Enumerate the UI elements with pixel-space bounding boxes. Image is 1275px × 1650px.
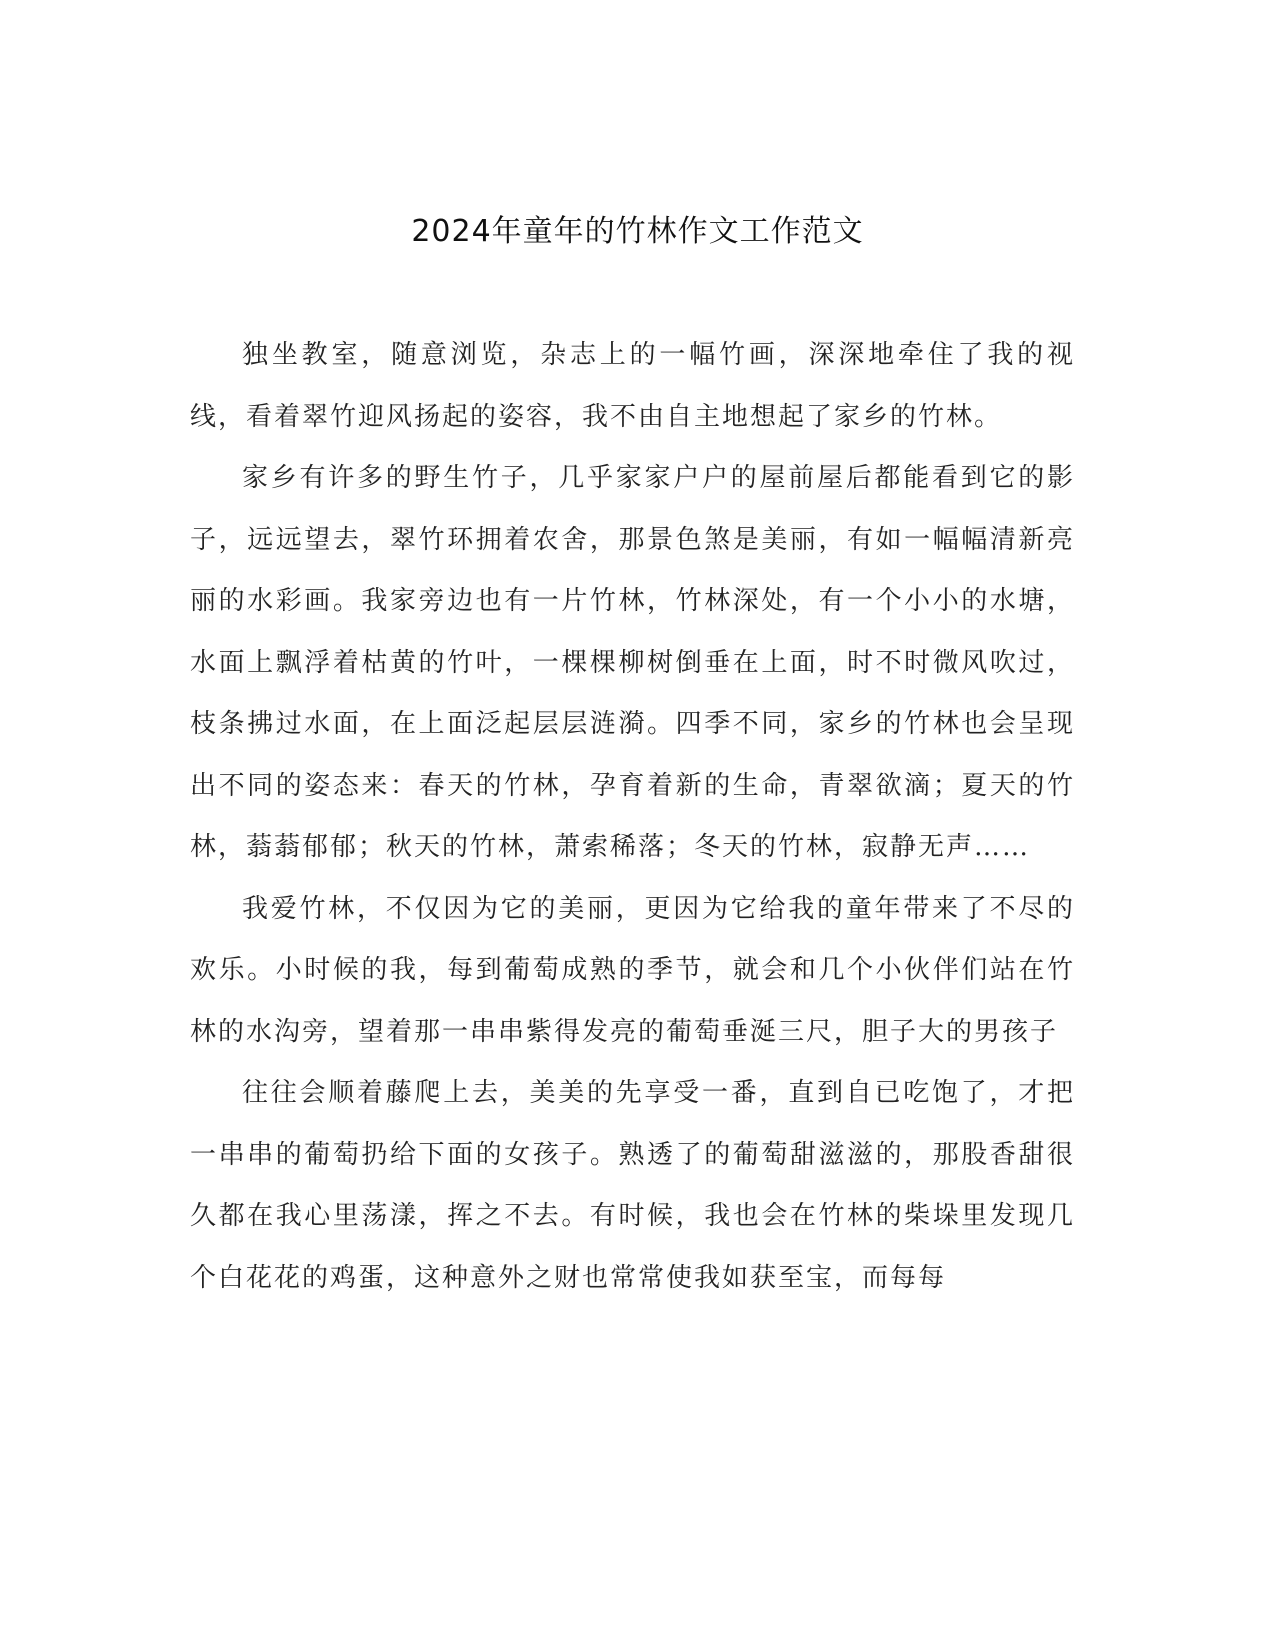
- document-body: [190, 325, 1075, 1309]
- paragraph-3: 我爱竹林，不仅因为它的美丽，更因为它给我的童年带来了不尽的欢乐。小时候的我，每到葡萄成熟的季节，就会和几个小伙伴们站在竹林的水沟旁，望着那一串串紫得发亮的葡萄垂涎三尺，胆子大的男孩子: [190, 893, 1075, 1047]
- paragraph-4: 往往会顺着藤爬上去，美美的先享受一番，直到自已吃饱了，才把一串串的葡萄扔给下面的女孩子。熟透了的葡萄甜滋滋的，那股香甜很久都在我心里荡漾，挥之不去。有时候，我也会在竹林的柴垛里发现几个白花花的鸡蛋，这种意外之财也常常使我如获至宝，而每每: [190, 1078, 1075, 1293]
- document-title: 2024年童年的竹林作文工作范文: [411, 214, 864, 249]
- paragraph-1: 独坐教室，随意浏览，杂志上的一幅竹画，深深地牵住了我的视线，看着翠竹迎风扬起的姿容，我不由自主地想起了家乡的竹林。: [190, 340, 1075, 432]
- paragraph-2: 家乡有许多的野生竹子，几乎家家户户的屋前屋后都能看到它的影子，远远望去，翠竹环拥着农舍，那景色煞是美丽，有如一幅幅清新亮丽的水彩画。我家旁边也有一片竹林，竹林深处，有一个小小的水塘，水面上飘浮着枯黄的竹叶，一棵棵柳树倒垂在上面，时不时微风吹过，枝条拂过水面，在上面泛起层层涟漪。四季不同，家乡的竹林也会呈现出不同的姿态来：春天的竹林，孕育着新的生命，青翠欲滴；夏天的竹林，蓊蓊郁郁；秋天的竹林，萧索稀落；冬天的竹林，寂静无声……: [190, 463, 1075, 862]
